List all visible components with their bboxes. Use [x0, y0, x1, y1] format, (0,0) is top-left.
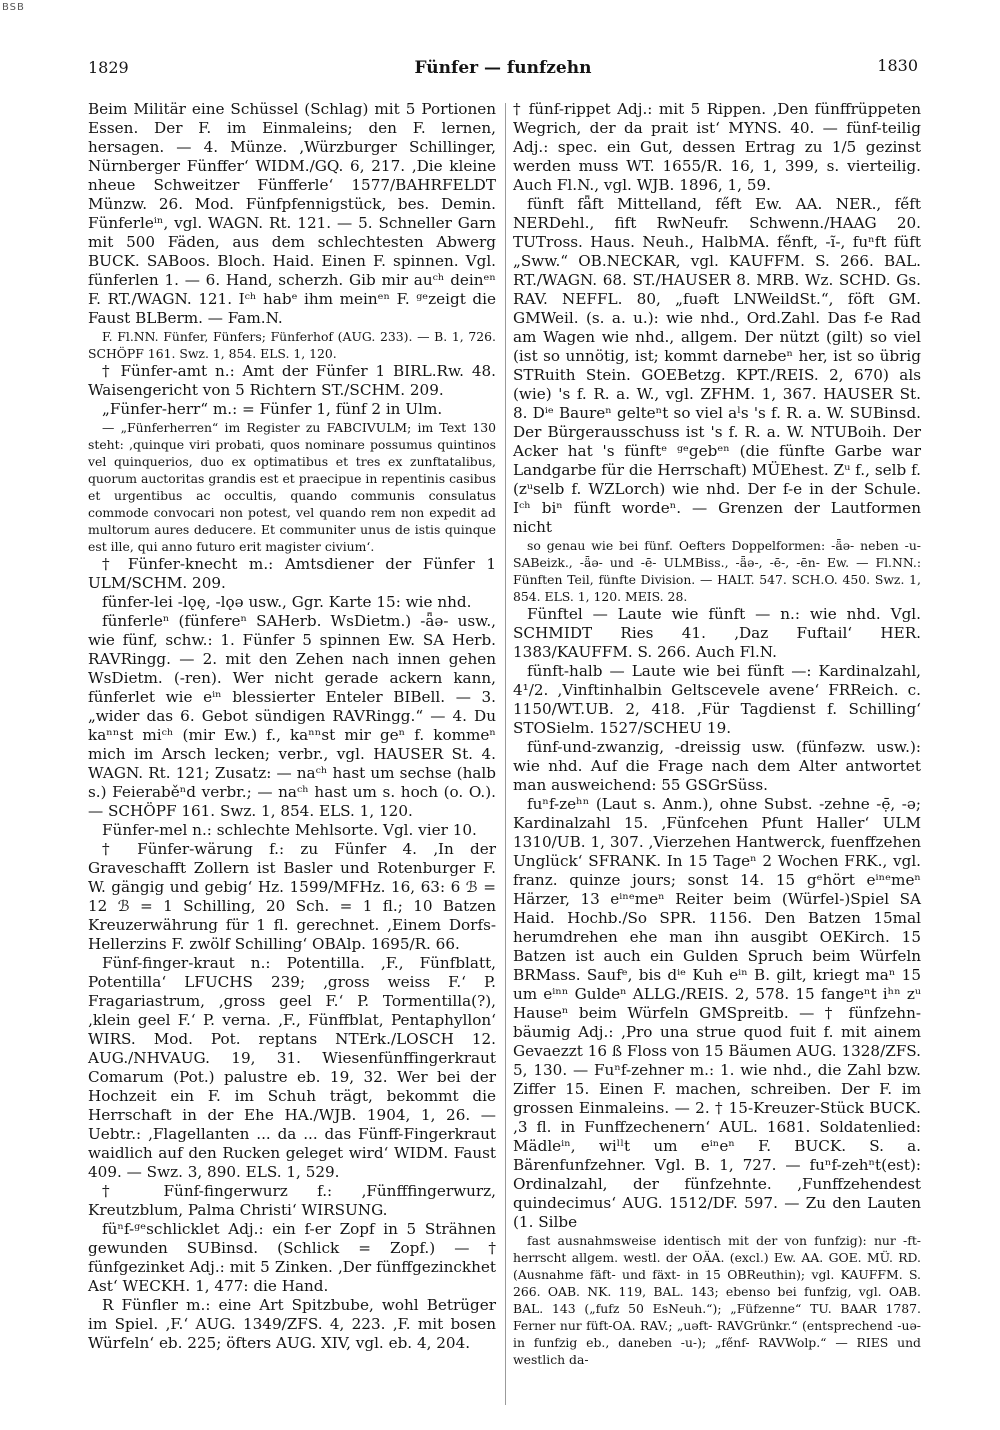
page-number-right: 1830 — [877, 56, 918, 75]
entry-paragraph: † Fünfer-knecht m.: Amtsdiener der Fünfer 1 ULM/SCHM. 209. — [88, 555, 496, 592]
entry-paragraph: † Fünf-fingerwurz f.: ‚Fünfffingerwurz, Kreutzblum, Palma Christi‘ WIRSUNG. — [88, 1182, 496, 1219]
entry-paragraph: fünferleⁿ (fünfereⁿ SAHerb. WsDietm.) -ǟə- usw., wie fünf, schw.: 1. Fünfer 5 spinnen Ew. SA Herb. RAVRingg. — 2. mit den Zehen nach innen gehen WsDietm. (-ren). Wer nicht gerade ackern kann, fünferlet wie eⁱⁿ blessierter Enteler BIBell. — 3. „wider das 6. Gebot sündigen RAVRingg.“ — 4. Du kaⁿⁿst miᶜʰ (mir Ew.) f., kaⁿⁿst mir geⁿ f. kommeⁿ mich im Arsch lecken; verbr., vgl. HAUSER St. 4. WAGN. Rt. 121; Zusatz: — naᶜʰ hast um sechse (halb s.) Feieraběⁿd verbr.; — naᶜʰ hast um s. hoch (o. O.). — SCHÖPF 161. Swz. 1, 854. ELS. 1, 120. — [88, 612, 496, 820]
entry-paragraph: fünfer-lei -lǫę, -lǫə usw., Ggr. Karte 15: wie nhd. — [102, 593, 472, 611]
entry-paragraph: † Fünfer-amt n.: Amt der Fünfer 1 BIRL.Rw. 48. Waisengericht von 5 Richtern ST./SCHM. 209. — [88, 362, 496, 399]
entry-paragraph: R Fünfler m.: eine Art Spitzbube, wohl Betrüger im Spiel. ‚F.‘ AUG. 1349/ZFS. 4, 223. ‚F. mit bosen Würfeln‘ eb. 225; öfters AUG. XIV, vgl. eb. 4, 204. — [88, 1296, 496, 1352]
running-head: Fünfer — funfzehn — [414, 58, 592, 78]
entry-reference-note: so genau wie bei fünf. Oefters Doppelformen: -ǟə- neben -u- SABeizk., -ǟə- und -ē- ULMBiss., -ǟə-, -ē-, -ēn- Ew. — Fl.NN.: Fünften Teil, fünfte Division. — HALT. 547. SCH.O. 450. Swz. 1, 854. ELS. 1, 120. MEIS. 28. — [513, 538, 921, 604]
entry-paragraph: Beim Militär eine Schüssel (Schlag) mit 5 Portionen Essen. Der F. im Einmaleins; den F. lernen, hersagen. — 4. Münze. ‚Würzburger Schillinger, Nürnberger Fünffer‘ WIDM./GQ. 6, 217. ‚Die kleine nheue Schweitzer Fünfferle‘ 1577/BAHRFELDT Münzw. 26. Mod. Fünfpfennigstück, bes. Demin. Fünferleⁱⁿ, vgl. WAGN. Rt. 121. — 5. Schneller Garn mit 500 Fäden, aus dem schlechtesten Abwerg BUCK. SABoos. Bloch. Haid. Einen F. spinnen. Vgl. fünferlen 1. — 6. Hand, scherzh. Gib mir auᶜʰ deinᵉⁿ F. RT./WAGN. 121. Iᶜʰ habᵉ ihm meinᵉⁿ F. ᵍᵉzeigt die Faust BLBerm. — Fam.N. — [88, 100, 496, 327]
left-column — [88, 100, 496, 1410]
page-header — [88, 58, 918, 84]
entry-paragraph: fünft fǟft Mittelland, fe̋ft Ew. AA. NER., fe̋ft NERDehl., fift RwNeufr. Schwenn./HAAG 20. TUTross. Haus. Neuh., HalbMA. fe̋nft, -ĩ-, fuⁿft füft „Sww.“ OB.NECKAR, vgl. KAUFFM. S. 266. BAL. RT./WAGN. 68. ST./HAUSER 8. MRB. Wz. SCHD. Gs. RAV. NEFFL. 80, „fuəft LNWeildSt.“, föft GM. GMWeil. (s. a. u.): wie nhd., Ord.Zahl. Das f-e Rad am Wagen wie nhd., allgem. Der nützt (gilt) so viel (ist so unnötig, ist; kommt darnebeⁿ her, ist so übrig STRuith Stein. GOEBetzg. KPT./REIS. 2, 670) als (wie) 's f. R. a. W., vgl. ZFHM. 1, 367. HAUSER St. 8. Dⁱᵉ Baureⁿ gelteⁿt so viel aˡs 's f. R. a. W. SUBinsd. Der Bürgerausschuss ist 's f. R. a. W. NTUBoih. Der Acker hat 's fünftᵉ ᵍᵉgebᵉⁿ (die fünfte Garbe war Landgarbe für die Herrschaft) MÜEhest. Zᵘ f., selb f. (zᵘselb f. WZLorch) wie nhd. Der f-e in der Schule. Iᶜʰ biⁿ fünft wordeⁿ. — Grenzen der Lautformen nicht — [513, 195, 921, 536]
entry-paragraph: fuⁿf-zeʰⁿ (Laut s. Anm.), ohne Subst. -zehne -ẹ̄, -ə; Kardinalzahl 15. ‚Fünfcehen Pfunt Haller‘ ULM 1310/UB. 1, 307. ‚Vierzehen Hantwerck, fuenffzehen Unglück‘ SFRANK. In 15 Tageⁿ 2 Wochen FRK., vgl. franz. quinze jours; sonst 14. 15 gᵉhört eⁱⁿᵉmeⁿ Härzer, 13 eⁱⁿᵉmeⁿ Reiter beim (Würfel-)Spiel SA Haid. Hochb./So SPR. 1156. Den Batzen 15mal herumdrehen ehe man ihn ausgibt OEKirch. 15 Batzen ist auch ein Gulden Spruch beim Würfeln BRMass. Saufᵉ, bis dⁱᵉ Kuh eⁱⁿ B. gilt, kriegt maⁿ 15 um eⁱⁿⁿ Guldeⁿ ALLG./REIS. 2, 578. 15 fangeⁿt iʰⁿ zᵘ Hauseⁿ beim Würfeln GMSpreitb. — † fünfzehn-bäumig Adj.: ‚Pro una strue quod fuit f. mit ainem Gevaezzt 16 ß Floss von 15 Bäumen AUG. 1328/ZFS. 5, 130. — Fuⁿf-zehner m.: 1. wie nhd., die Zahl bzw. Ziffer 15. Einen F. machen, schreiben. Der F. im grossen Einmaleins. — 2. † 15-Kreuzer-Stück BUCK. ‚3 fl. in Funffzechenern‘ AUL. 1681. Soldatenlied: Mädleⁱⁿ, wiˡˡt um eⁱⁿeⁿ F. BUCK. S. a. Bärenfunfzehner. Vgl. B. 1, 727. — fuⁿf-zehⁿt(est): Ordinalzahl, der fünfzehnte. ‚Funffzehendest quindecimus‘ AUG. 1512/DF. 597. — Zu den Lauten (1. Silbe — [513, 795, 921, 1231]
entry-paragraph: fünf-und-zwanzig, -dreissig usw. (fünfəzw. usw.): wie nhd. Auf die Frage nach dem Alter antwortet man ausweichend: 55 GSGrSüss. — [513, 738, 921, 794]
right-column — [513, 100, 921, 1410]
entry-paragraph: Fünftel — Laute wie fünft — n.: wie nhd. Vgl. SCHMIDT Ries 41. ‚Daz Fuftail‘ HER. 1383/KAUFFM. S. 266. Auch Fl.N. — [513, 605, 921, 661]
entry-paragraph: Fünfer-mel n.: schlechte Mehlsorte. Vgl. vier 10. — [102, 821, 477, 839]
column-divider — [505, 103, 506, 1405]
entry-reference-note: — „Fünferherren“ im Register zu FABCIVULM; im Text 130 steht: ‚quinque viri probati, quos nominare possumus quintinos vel quinquerios, duo ex optimatibus et tres ex zunftatalibus, quorum auctoritas grandis est et praecipue in repentinis casibus et urgentibus ac occultis, quando communis consulatus commode convocari non potest, vel quando rem non expedit ad multorum aures deducere. Et communiter unus de istis quinque est ille, qui anno futuro erit magister civium‘. — [88, 420, 496, 554]
entry-paragraph: † fünf-rippet Adj.: mit 5 Rippen. ‚Den fünffrüppeten Wegrich, der da prait ist‘ MYNS. 40. — fünf-teilig Adj.: spec. ein Gut, dessen Ertrag zu 1/5 gezinst werden muss WT. 1655/R. 16, 1, 399, s. vierteilig. Auch Fl.N., vgl. WJB. 1896, 1, 59. — [513, 100, 921, 194]
library-watermark: BSB — [2, 2, 25, 13]
entry-paragraph: fünft-halb — Laute wie bei fünft —: Kardinalzahl, 4¹/2. ‚Vinftinhalbin Geltscevele avene‘ FRReich. c. 1150/WT.UB. 2, 418. ‚Für Tagdienst f. Schilling‘ STOSielm. 1527/SCHEU 19. — [513, 662, 921, 737]
entry-reference-note: fast ausnahmsweise identisch mit der von funfzig): nur -ft-herrscht allgem. westl. der OÄA. (excl.) Ew. AA. GOE. MÜ. RD. (Ausnahme fäft- und fäxt- in 15 OBReuthin); vgl. KAUFFM. S. 266. OAB. NK. 119, BAL. 143; ebenso bei funfzig, vgl. OAB. BAL. 143 („fufz 50 EsNeuh.“); „Füfzenne“ TU. BAAR 1787. Ferner nur füft-OA. RAV.; „uəft- RAVGrünkr.“ (entsprechend -uə- in funfzig eb., daneben -u-); „fe̋nf- RAVWolp.“ — RIES und westlich da- — [513, 1233, 921, 1367]
entry-paragraph: † Fünfer-wärung f.: zu Fünfer 4. ‚In der Graveschafft Zollern ist Basler und Rotenburger F. W. gängig und gebig‘ Hz. 1599/MFHz. 16, 63: 6 ℬ = 12 ℬ = 1 Schilling, 20 Sch. = 1 fl.; 10 Batzen Kreuzerwährung für 1 fl. gerechnet. ‚Einem Dorfs-Hellerzins F. zwölf Schilling‘ OBAlp. 1695/R. 66. — [88, 840, 496, 953]
entry-paragraph: füⁿf-ᵍᵉschlicklet Adj.: ein f-er Zopf in 5 Strähnen gewunden SUBinsd. (Schlick = Zopf.) — † fünfgezinket Adj.: mit 5 Zinken. ‚Der fünffgezinckhet Ast‘ WECKH. 1, 477: die Hand. — [88, 1220, 496, 1295]
page-number-left: 1829 — [88, 58, 129, 77]
entry-reference-note: F. Fl.NN. Fünfer, Fünfers; Fünferhof (AUG. 233). — B. 1, 726. SCHÖPF 161. Swz. 1, 854. ELS. 1, 120. — [88, 329, 496, 361]
entry-paragraph: Fünf-finger-kraut n.: Potentilla. ‚F., Fünfblatt, Potentilla‘ LFUCHS 239; ‚gross weiss F.‘ P. Fragariastrum, ‚gross geel F.‘ P. Tormentilla(?), ‚klein geel F.‘ P. verna. ‚F., Fünffblat, Pentaphyllon‘ WIRS. Mod. Pot. reptans NTErk./LOSCH 12. AUG./NHVAUG. 19, 31. Wiesenfünffingerkraut Comarum (Pot.) palustre eb. 19, 32. Wer bei der Hochzeit ein F. im Schuh trägt, bekommt die Herrschaft in der Ehe HA./WJB. 1904, 1, 26. — Uebtr.: ‚Flagellanten ... da ... das Fünff-Fingerkraut waidlich auf den Rucken geleget wird‘ WIDM. Faust 409. — Swz. 3, 890. ELS. 1, 529. — [88, 954, 496, 1181]
entry-paragraph: „Fünfer-herr“ m.: = Fünfer 1, fünf 2 in Ulm. — [102, 400, 443, 418]
